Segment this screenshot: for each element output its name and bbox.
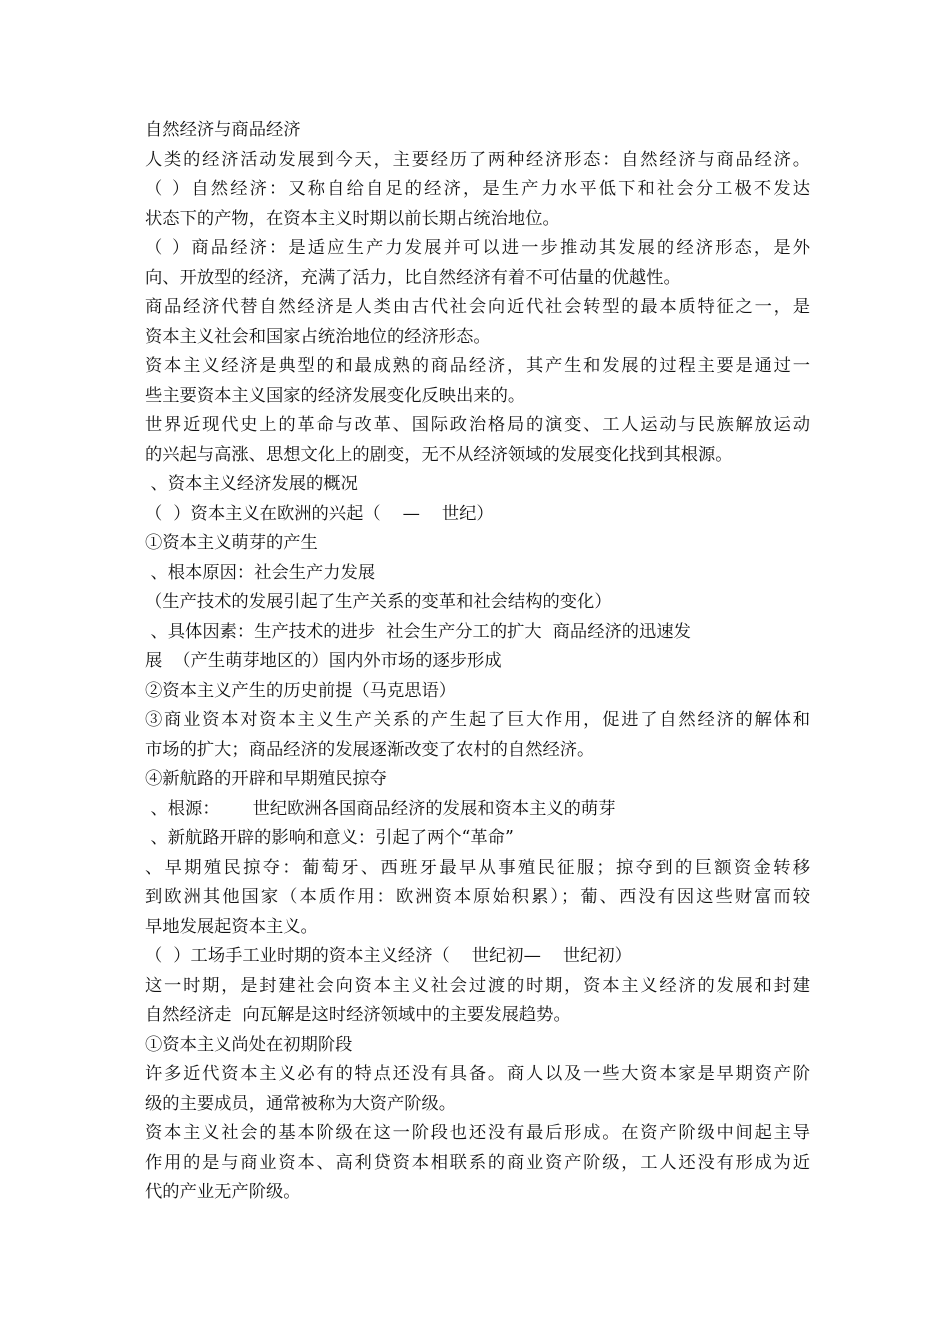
text-line: 作用的是与商业资本、高利贷资本相联系的商业资产阶级，工人还没有形成为近 — [145, 1152, 810, 1173]
text-line: （ ）商品经济：是适应生产力发展并可以进一步推动其发展的经济形态，是外 — [145, 238, 810, 258]
document-title: 自然经济与商品经济 — [145, 120, 301, 140]
text-line: 些主要资本主义国家的经济发展变化反映出来的。 — [145, 385, 526, 406]
text-line: （ ）自然经济：又称自给自足的经济，是生产力水平低下和社会分工极不发达 — [145, 179, 810, 199]
text-line: ④新航路的开辟和早期殖民掠夺 — [145, 769, 387, 789]
text-line: （生产技术的发展引起了生产关系的变革和社会结构的变化） — [145, 592, 612, 612]
text-line: 资本主义社会的基本阶级在这一阶段也还没有最后形成。在资产阶级中间起主导 — [145, 1123, 810, 1143]
text-line: 早地发展起资本主义。 — [145, 916, 318, 937]
text-line: 市场的扩大；商品经济的发展逐渐改变了农村的自然经济。 — [145, 739, 595, 760]
subsection-heading: （ ）工场手工业时期的资本主义经济（ 世纪初— 世纪初） — [145, 946, 632, 966]
text-line: 、早期殖民掠夺：葡萄牙、西班牙最早从事殖民征服；掠夺到的巨额资金转移 — [145, 857, 810, 878]
text-line: 、根本原因：社会生产力发展 — [145, 562, 376, 583]
text-line: 状态下的产物，在资本主义时期以前长期占统治地位。 — [145, 208, 560, 229]
text-line: 这一时期，是封建社会向资本主义社会过渡的时期，资本主义经济的发展和封建 — [145, 975, 810, 996]
text-line: 人类的经济活动发展到今天，主要经历了两种经济形态：自然经济与商品经济。 — [145, 149, 810, 170]
subsection-heading: （ ）资本主义在欧洲的兴起（ — 世纪） — [145, 503, 494, 524]
document-body — [145, 116, 810, 1208]
text-line: ②资本主义产生的历史前提（马克思语） — [145, 680, 457, 701]
text-line: 的兴起与高涨、思想文化上的剧变，无不从经济领域的发展变化找到其根源。 — [145, 444, 733, 465]
text-line: 级的主要成员，通常被称为大资产阶级。 — [145, 1093, 457, 1114]
text-line: 世界近现代史上的革命与改革、国际政治格局的演变、工人运动与民族解放运动 — [145, 415, 810, 435]
text-line: 、根源： 世纪欧洲各国商品经济的发展和资本主义的萌芽 — [145, 798, 616, 819]
section-heading: 、资本主义经济发展的概况 — [145, 474, 358, 494]
text-line: ①资本主义萌芽的产生 — [145, 533, 318, 553]
text-line: 向、开放型的经济，充满了活力，比自然经济有着不可估量的优越性。 — [145, 267, 681, 288]
text-line: 许多近代资本主义必有的特点还没有具备。商人以及一些大资本家是早期资产阶 — [145, 1064, 810, 1084]
text-line: ③商业资本对资本主义生产关系的产生起了巨大作用，促进了自然经济的解体和 — [145, 710, 810, 730]
text-line: 代的产业无产阶级。 — [145, 1182, 301, 1202]
text-line: 资本主义社会和国家占统治地位的经济形态。 — [145, 326, 491, 347]
text-line: 、具体因素：生产技术的进步 社会生产分工的扩大 商品经济的迅速发 — [145, 621, 691, 642]
text-line: 自然经济走 向瓦解是这时经济领域中的主要发展趋势。 — [145, 1005, 571, 1025]
text-line: 商品经济代替自然经济是人类由古代社会向近代社会转型的最本质特征之一，是 — [145, 297, 810, 317]
text-line: 、新航路开辟的影响和意义：引起了两个“革命” — [145, 828, 514, 848]
text-line: 展 （产生萌芽地区的）国内外市场的逐步形成 — [145, 651, 502, 671]
text-line: ①资本主义尚处在初期阶段 — [145, 1034, 353, 1055]
text-line: 资本主义经济是典型的和最成熟的商品经济，其产生和发展的过程主要是通过一 — [145, 356, 810, 376]
text-line: 到欧洲其他国家（本质作用：欧洲资本原始积累）；葡、西没有因这些财富而较 — [145, 887, 810, 907]
